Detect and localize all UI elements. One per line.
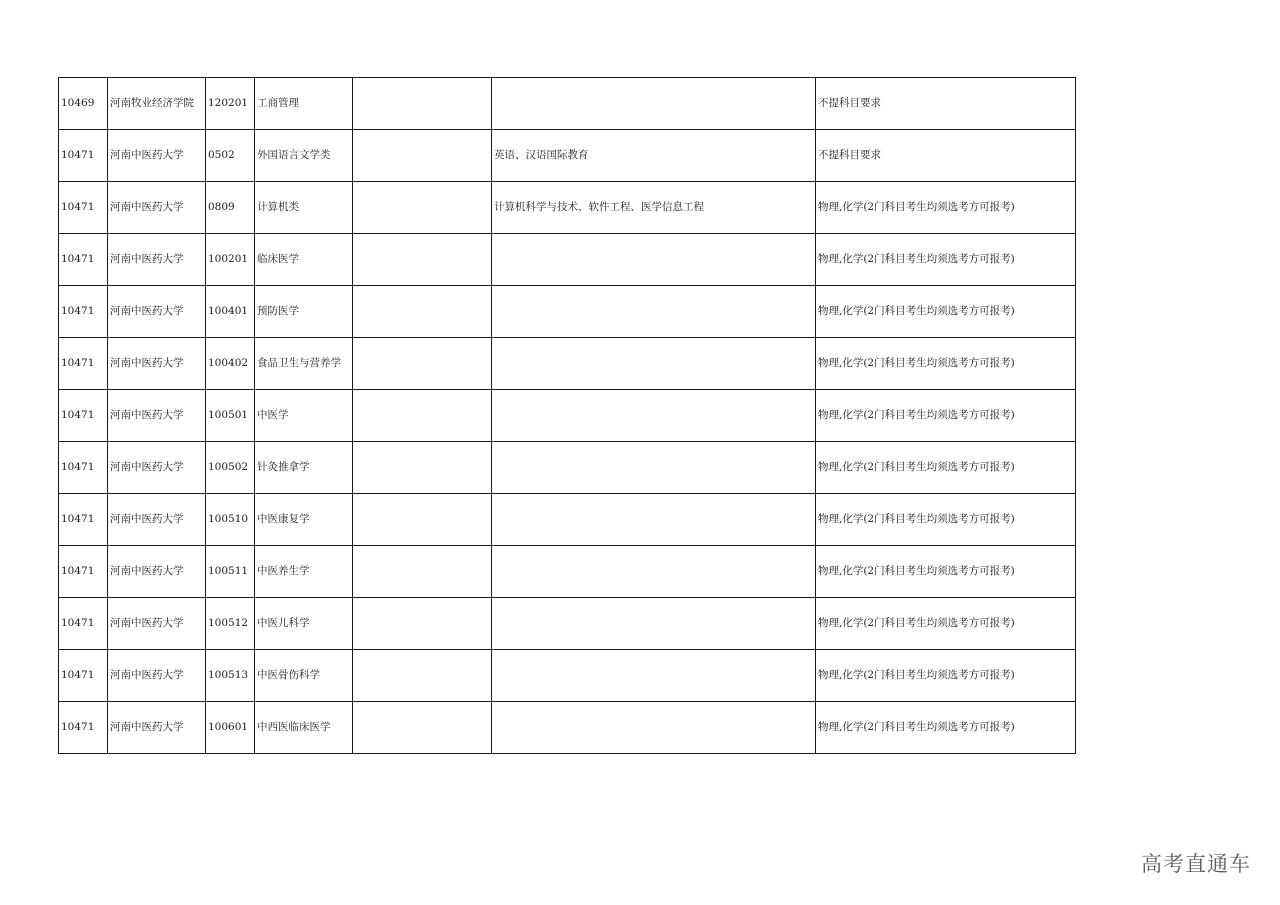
institution-code-cell: 10471 <box>59 182 108 234</box>
institution-name-cell: 河南中医药大学 <box>108 702 206 754</box>
note-cell <box>353 78 492 130</box>
table-row <box>59 390 1076 442</box>
note-cell <box>353 650 492 702</box>
table-body <box>59 78 1076 754</box>
table-row <box>59 338 1076 390</box>
institution-code-cell: 10471 <box>59 390 108 442</box>
requirements-table <box>58 77 1076 754</box>
note-cell <box>353 182 492 234</box>
institution-code-cell: 10471 <box>59 338 108 390</box>
major-code-cell: 100510 <box>206 494 255 546</box>
watermark-text: 高考直通车 <box>1141 852 1251 876</box>
major-code-cell: 100601 <box>206 702 255 754</box>
included-majors-cell: 计算机科学与技术、软件工程、医学信息工程 <box>492 182 816 234</box>
major-code-cell: 0502 <box>206 130 255 182</box>
major-name-cell: 食品卫生与营养学 <box>255 338 353 390</box>
subject-requirement-cell: 物理,化学(2门科目考生均须选考方可报考) <box>816 546 1076 598</box>
subject-requirement-cell: 物理,化学(2门科目考生均须选考方可报考) <box>816 598 1076 650</box>
included-majors-cell <box>492 286 816 338</box>
included-majors-cell <box>492 234 816 286</box>
major-code-cell: 100201 <box>206 234 255 286</box>
note-cell <box>353 130 492 182</box>
note-cell <box>353 702 492 754</box>
table-row <box>59 286 1076 338</box>
institution-code-cell: 10471 <box>59 286 108 338</box>
table-row <box>59 702 1076 754</box>
table-row <box>59 130 1076 182</box>
included-majors-cell: 英语、汉语国际教育 <box>492 130 816 182</box>
institution-name-cell: 河南中医药大学 <box>108 598 206 650</box>
major-name-cell: 预防医学 <box>255 286 353 338</box>
note-cell <box>353 546 492 598</box>
subject-requirement-cell: 物理,化学(2门科目考生均须选考方可报考) <box>816 494 1076 546</box>
table-row <box>59 650 1076 702</box>
institution-code-cell: 10471 <box>59 494 108 546</box>
note-cell <box>353 598 492 650</box>
included-majors-cell <box>492 702 816 754</box>
table-row <box>59 442 1076 494</box>
major-name-cell: 外国语言文学类 <box>255 130 353 182</box>
institution-code-cell: 10471 <box>59 234 108 286</box>
subject-requirement-cell: 不提科目要求 <box>816 78 1076 130</box>
major-name-cell: 针灸推拿学 <box>255 442 353 494</box>
major-code-cell: 100502 <box>206 442 255 494</box>
table-row <box>59 234 1076 286</box>
subject-requirement-cell: 物理,化学(2门科目考生均须选考方可报考) <box>816 650 1076 702</box>
institution-name-cell: 河南中医药大学 <box>108 390 206 442</box>
major-name-cell: 中医儿科学 <box>255 598 353 650</box>
subject-requirement-cell: 物理,化学(2门科目考生均须选考方可报考) <box>816 234 1076 286</box>
major-name-cell: 中医学 <box>255 390 353 442</box>
institution-code-cell: 10471 <box>59 598 108 650</box>
subject-requirement-cell: 物理,化学(2门科目考生均须选考方可报考) <box>816 182 1076 234</box>
included-majors-cell <box>492 442 816 494</box>
included-majors-cell <box>492 598 816 650</box>
included-majors-cell <box>492 390 816 442</box>
included-majors-cell <box>492 78 816 130</box>
institution-code-cell: 10471 <box>59 650 108 702</box>
major-name-cell: 中医骨伤科学 <box>255 650 353 702</box>
table-row <box>59 182 1076 234</box>
table-row <box>59 598 1076 650</box>
institution-name-cell: 河南中医药大学 <box>108 286 206 338</box>
subject-requirement-cell: 不提科目要求 <box>816 130 1076 182</box>
major-code-cell: 100402 <box>206 338 255 390</box>
note-cell <box>353 442 492 494</box>
subject-requirement-cell: 物理,化学(2门科目考生均须选考方可报考) <box>816 442 1076 494</box>
institution-name-cell: 河南中医药大学 <box>108 442 206 494</box>
institution-code-cell: 10471 <box>59 442 108 494</box>
subject-requirement-cell: 物理,化学(2门科目考生均须选考方可报考) <box>816 702 1076 754</box>
institution-name-cell: 河南中医药大学 <box>108 546 206 598</box>
note-cell <box>353 494 492 546</box>
major-code-cell: 100501 <box>206 390 255 442</box>
major-name-cell: 工商管理 <box>255 78 353 130</box>
table-row <box>59 546 1076 598</box>
note-cell <box>353 338 492 390</box>
institution-code-cell: 10471 <box>59 546 108 598</box>
major-name-cell: 中西医临床医学 <box>255 702 353 754</box>
major-name-cell: 临床医学 <box>255 234 353 286</box>
subject-requirement-cell: 物理,化学(2门科目考生均须选考方可报考) <box>816 286 1076 338</box>
institution-name-cell: 河南中医药大学 <box>108 650 206 702</box>
included-majors-cell <box>492 546 816 598</box>
major-name-cell: 中医康复学 <box>255 494 353 546</box>
major-code-cell: 120201 <box>206 78 255 130</box>
major-code-cell: 100511 <box>206 546 255 598</box>
subject-requirement-cell: 物理,化学(2门科目考生均须选考方可报考) <box>816 390 1076 442</box>
major-name-cell: 中医养生学 <box>255 546 353 598</box>
included-majors-cell <box>492 494 816 546</box>
table-row <box>59 494 1076 546</box>
note-cell <box>353 234 492 286</box>
major-code-cell: 100401 <box>206 286 255 338</box>
included-majors-cell <box>492 338 816 390</box>
major-code-cell: 100512 <box>206 598 255 650</box>
institution-name-cell: 河南中医药大学 <box>108 338 206 390</box>
table-row <box>59 78 1076 130</box>
note-cell <box>353 390 492 442</box>
major-name-cell: 计算机类 <box>255 182 353 234</box>
institution-name-cell: 河南中医药大学 <box>108 494 206 546</box>
institution-code-cell: 10471 <box>59 130 108 182</box>
institution-name-cell: 河南中医药大学 <box>108 182 206 234</box>
institution-code-cell: 10471 <box>59 702 108 754</box>
institution-name-cell: 河南中医药大学 <box>108 234 206 286</box>
institution-name-cell: 河南牧业经济学院 <box>108 78 206 130</box>
subject-requirement-cell: 物理,化学(2门科目考生均须选考方可报考) <box>816 338 1076 390</box>
institution-name-cell: 河南中医药大学 <box>108 130 206 182</box>
major-code-cell: 100513 <box>206 650 255 702</box>
major-code-cell: 0809 <box>206 182 255 234</box>
note-cell <box>353 286 492 338</box>
included-majors-cell <box>492 650 816 702</box>
institution-code-cell: 10469 <box>59 78 108 130</box>
